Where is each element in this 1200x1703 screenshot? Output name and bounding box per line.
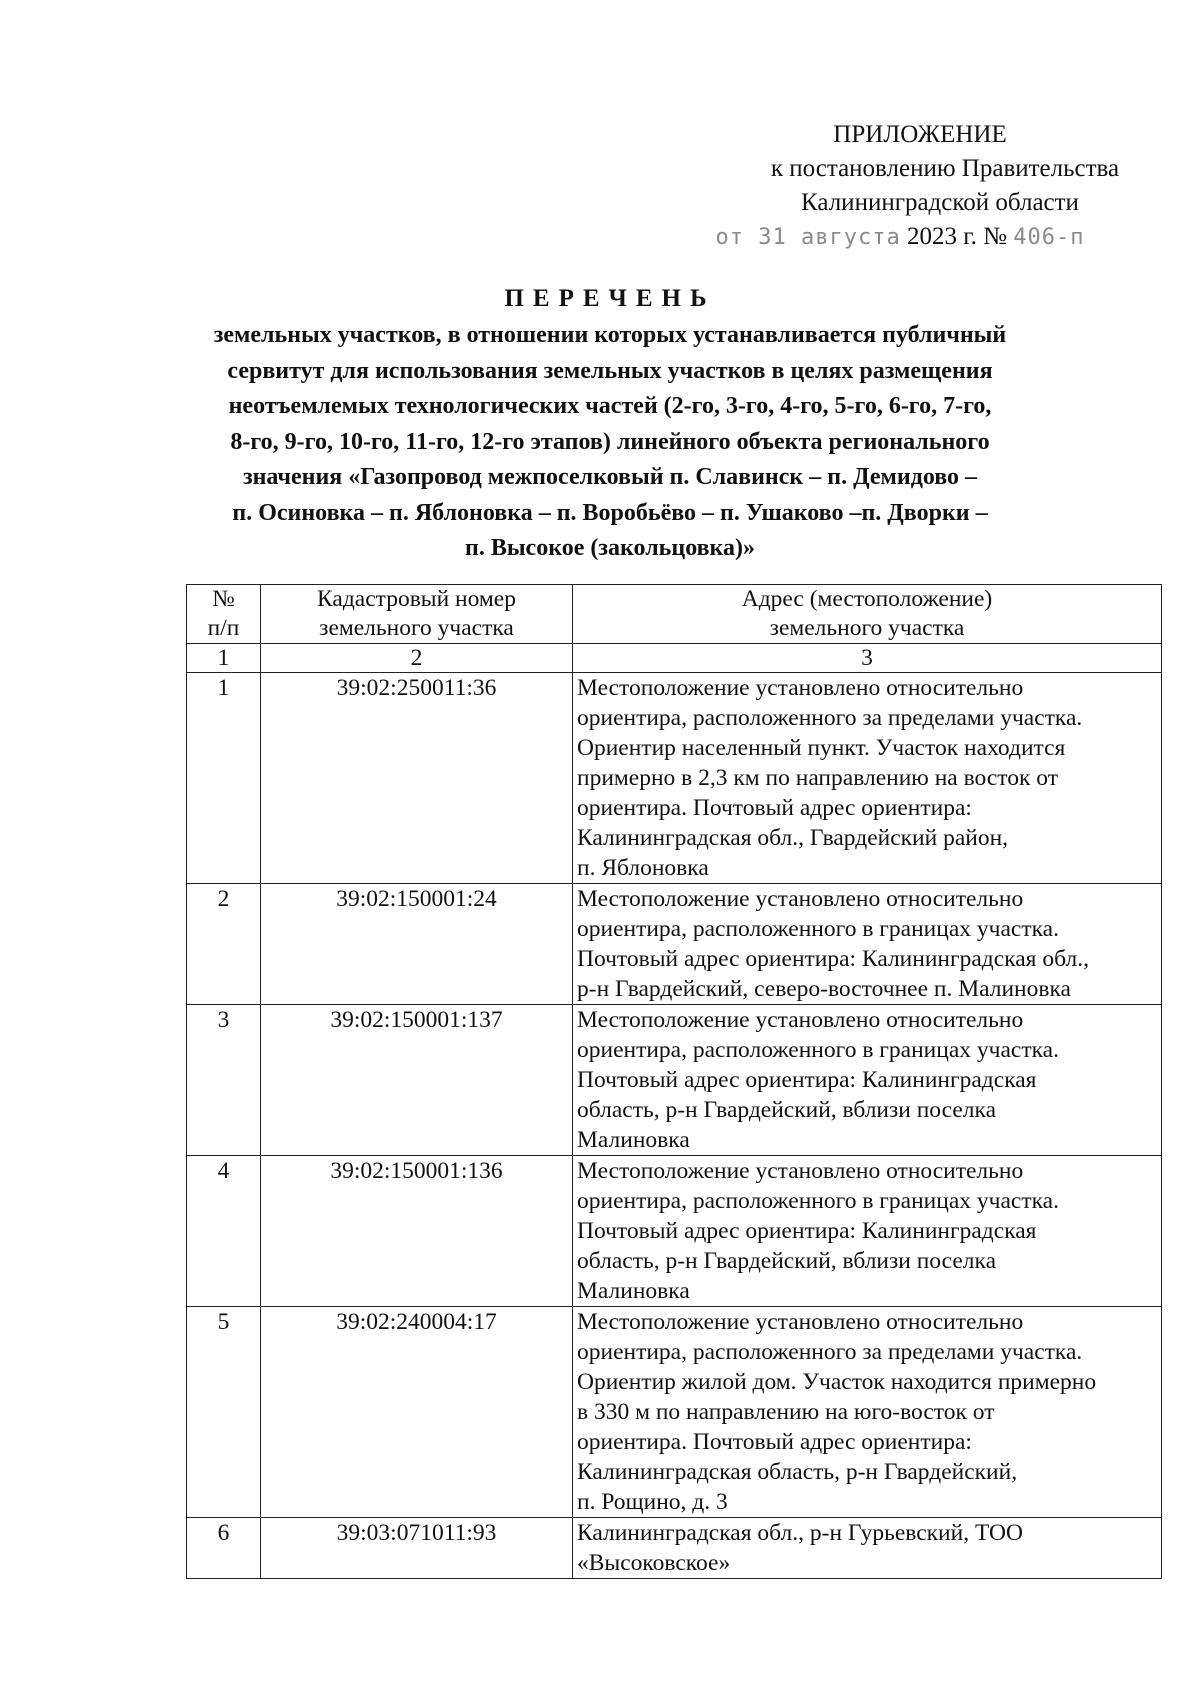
address-line: Калининградская обл., Гвардейский район, bbox=[577, 825, 1009, 851]
row-number: 4 bbox=[187, 1156, 261, 1307]
address-line: Местоположение установлено относительно bbox=[577, 1007, 1024, 1033]
plot-address bbox=[573, 884, 1162, 1005]
plot-address bbox=[573, 1518, 1162, 1579]
address-line: Местоположение установлено относительно bbox=[577, 1158, 1024, 1184]
row-number: 6 bbox=[187, 1518, 261, 1579]
plot-address bbox=[573, 1307, 1162, 1518]
address-line: примерно в 2,3 км по направлению на восток от bbox=[577, 765, 1059, 791]
row-number: 3 bbox=[187, 1005, 261, 1156]
document-title bbox=[150, 282, 1070, 567]
column-number: 3 bbox=[573, 644, 1162, 673]
address-line: Местоположение установлено относительно bbox=[577, 1309, 1024, 1335]
address-line: ориентира. Почтовый адрес ориентира: bbox=[577, 795, 972, 821]
table-row bbox=[187, 1518, 1162, 1579]
address-line: р-н Гвардейский, северо-восточнее п. Малиновка bbox=[577, 976, 1071, 1002]
column-numbers-row bbox=[187, 644, 1162, 673]
cadastral-number: 39:02:150001:24 bbox=[261, 884, 573, 1005]
address-line: Ориентир жилой дом. Участок находится примерно bbox=[577, 1369, 1097, 1395]
table-row bbox=[187, 673, 1162, 884]
table-row bbox=[187, 1005, 1162, 1156]
address-line: Калининградская обл., р-н Гурьевский, ТОО bbox=[577, 1520, 1023, 1546]
subtitle-line: 8-го, 9-го, 10-го, 11-го, 12-го этапов) линейного объекта регионального bbox=[230, 428, 990, 455]
address-line: ориентира. Почтовый адрес ориентира: bbox=[577, 1429, 972, 1455]
document-subtitle bbox=[150, 318, 1070, 567]
date-stamp: от 31 августа bbox=[715, 225, 901, 250]
subtitle-line: сервитут для использования земельных участков в целях размещения bbox=[227, 357, 993, 384]
document-heading: ПЕРЕЧЕНЬ bbox=[504, 285, 716, 312]
address-line: Малиновка bbox=[577, 1127, 690, 1153]
appendix-region-line: Калининградской области bbox=[801, 189, 1079, 216]
appendix-date-line bbox=[640, 220, 1160, 255]
address-line: область, р-н Гвардейский, вблизи поселка bbox=[577, 1097, 997, 1123]
address-line: область, р-н Гвардейский, вблизи поселка bbox=[577, 1248, 997, 1274]
cadastral-number: 39:02:150001:137 bbox=[261, 1005, 573, 1156]
cadastral-number: 39:02:240004:17 bbox=[261, 1307, 573, 1518]
address-line: «Высоковское» bbox=[577, 1550, 731, 1576]
table-row bbox=[187, 1156, 1162, 1307]
table-body bbox=[187, 673, 1162, 1579]
address-line: Почтовый адрес ориентира: Калининградская bbox=[577, 1067, 1037, 1093]
date-year: 2023 г. № bbox=[906, 223, 1007, 250]
address-line: ориентира, расположенного за пределами участка. bbox=[577, 1339, 1083, 1365]
address-line: ориентира, расположенного в границах участка. bbox=[577, 1037, 1059, 1063]
cadastral-number: 39:02:250011:36 bbox=[261, 673, 573, 884]
plot-address bbox=[573, 1005, 1162, 1156]
address-line: Калининградская область, р-н Гвардейский, bbox=[577, 1459, 1018, 1485]
row-number: 1 bbox=[187, 673, 261, 884]
table-header-row bbox=[187, 585, 1162, 644]
subtitle-line: п. Осиновка – п. Яблоновка – п. Воробьёво – п. Ушаково –п. Дворки – bbox=[232, 499, 988, 526]
row-number: 2 bbox=[187, 884, 261, 1005]
address-line: Почтовый адрес ориентира: Калининградская обл., bbox=[577, 946, 1089, 972]
appendix-title: ПРИЛОЖЕНИЕ bbox=[833, 121, 1007, 148]
subtitle-line: п. Высокое (закольцовка)» bbox=[464, 535, 756, 561]
table-row bbox=[187, 884, 1162, 1005]
address-line: ориентира, расположенного в границах участка. bbox=[577, 1188, 1059, 1214]
address-line: ориентира, расположенного за пределами участка. bbox=[577, 705, 1083, 731]
plot-address bbox=[573, 673, 1162, 884]
table-row bbox=[187, 1307, 1162, 1518]
cadastral-number: 39:03:071011:93 bbox=[261, 1518, 573, 1579]
header-number: № п/п bbox=[187, 585, 261, 644]
subtitle-line: земельных участков, в отношении которых устанавливается публичный bbox=[213, 322, 1007, 348]
appendix-decree-line: к постановлению Правительства bbox=[770, 155, 1120, 182]
header-address: Адрес (местоположение) земельного участка bbox=[573, 585, 1162, 644]
address-line: п. Рощино, д. 3 bbox=[577, 1489, 728, 1515]
cadastral-number: 39:02:150001:136 bbox=[261, 1156, 573, 1307]
address-line: Почтовый адрес ориентира: Калининградская bbox=[577, 1218, 1037, 1244]
subtitle-line: значения «Газопровод межпоселковый п. Славинск – п. Демидово – bbox=[242, 464, 978, 490]
decree-number-stamp: 406-п bbox=[1013, 225, 1085, 250]
address-line: п. Яблоновка bbox=[577, 855, 709, 881]
subtitle-line: неотъемлемых технологических частей (2-го, 3-го, 4-го, 5-го, 6-го, 7-го, bbox=[228, 393, 992, 419]
address-line: Ориентир населенный пункт. Участок находится bbox=[577, 735, 1066, 761]
address-line: Малиновка bbox=[577, 1278, 690, 1304]
header-cadastral: Кадастровый номер земельного участка bbox=[261, 585, 573, 644]
address-line: ориентира, расположенного в границах участка. bbox=[577, 916, 1059, 942]
plot-address bbox=[573, 1156, 1162, 1307]
column-number: 1 bbox=[187, 644, 261, 673]
address-line: Местоположение установлено относительно bbox=[577, 886, 1024, 912]
column-number: 2 bbox=[261, 644, 573, 673]
address-line: в 330 м по направлению на юго-восток от bbox=[577, 1399, 995, 1425]
land-plots-table bbox=[186, 584, 1162, 1579]
row-number: 5 bbox=[187, 1307, 261, 1518]
appendix-header bbox=[640, 118, 1160, 255]
address-line: Местоположение установлено относительно bbox=[577, 675, 1024, 701]
